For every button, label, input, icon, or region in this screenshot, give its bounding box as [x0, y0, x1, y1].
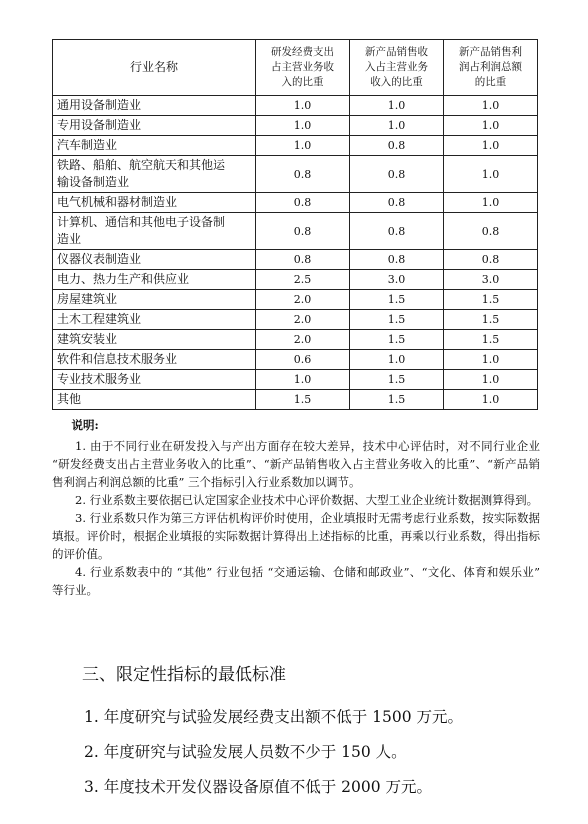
industry-name: 专业技术服务业 — [57, 372, 142, 386]
rd-ratio-cell: 1.0 — [256, 96, 350, 116]
profit-ratio-cell: 0.8 — [444, 250, 538, 270]
revenue-ratio-cell: 1.5 — [350, 330, 444, 350]
table-row — [53, 290, 538, 310]
industry-name-cell — [53, 270, 256, 290]
rd-ratio-cell: 0.8 — [256, 193, 350, 213]
rd-ratio-cell: 0.6 — [256, 350, 350, 370]
industry-name: 土木工程建筑业 — [57, 312, 142, 326]
industry-name-cell — [53, 116, 256, 136]
requirement-item: 3. 年度技术开发仪器设备原值不低于 2000 万元。 — [84, 778, 433, 796]
table-row — [53, 96, 538, 116]
revenue-ratio-cell: 0.8 — [350, 193, 444, 213]
rd-ratio-cell: 1.0 — [256, 136, 350, 156]
requirement-item: 2. 年度研究与试验发展人员数不少于 150 人。 — [84, 743, 407, 761]
industry-coefficient-table — [52, 39, 538, 410]
note-item: 3. 行业系数只作为第三方评估机构评价时使用，企业填报时无需考虑行业系数，按实际数据填报。评价时，根据企业填报的实际数据计算得出上述指标的比重，再乘以行业系数，得出指标的评价值。 — [52, 511, 540, 561]
industry-name-cell — [53, 330, 256, 350]
rd-ratio-cell: 1.5 — [256, 390, 350, 410]
revenue-ratio-cell: 0.8 — [350, 213, 444, 250]
table-row — [53, 250, 538, 270]
revenue-ratio-cell: 0.8 — [350, 156, 444, 193]
industry-name-cell — [53, 250, 256, 270]
revenue-ratio-cell: 0.8 — [350, 250, 444, 270]
industry-name: 电气机械和器材制造业 — [57, 195, 178, 209]
industry-name: 房屋建筑业 — [57, 292, 118, 306]
header-line: 润占利润总额 — [459, 61, 522, 73]
table-row — [53, 136, 538, 156]
header-line: 的比重 — [474, 76, 507, 88]
requirement-item: 1. 年度研究与试验发展经费支出额不低于 1500 万元。 — [84, 708, 464, 726]
industry-name-cell — [53, 193, 256, 213]
revenue-ratio-cell: 1.5 — [350, 310, 444, 330]
table-header-row — [53, 40, 538, 96]
profit-ratio-cell: 1.0 — [444, 193, 538, 213]
profit-ratio-cell: 3.0 — [444, 270, 538, 290]
rd-ratio-cell: 1.0 — [256, 116, 350, 136]
revenue-ratio-cell: 1.0 — [350, 96, 444, 116]
revenue-ratio-cell: 1.0 — [350, 116, 444, 136]
profit-ratio-cell: 1.0 — [444, 96, 538, 116]
revenue-ratio-cell: 3.0 — [350, 270, 444, 290]
table-row — [53, 156, 538, 193]
table-row — [53, 193, 538, 213]
industry-name-cell — [53, 370, 256, 390]
table-row — [53, 310, 538, 330]
note-item: 1. 由于不同行业在研发投入与产出方面存在较大差异，技术中心评估时，对不同行业企业 “研发经费支出占主营业务收入的比重”、“新产品销售收入占主营业务收入的比重”、“新产品销售利润占利润总额的比重” 三个指标引入行业系数加以调节。 — [52, 439, 540, 489]
note-item: 4. 行业系数表中的 “其他” 行业包括 “交通运输、仓储和邮政业”、“文化、体育和娱乐业” 等行业。 — [52, 565, 540, 597]
header-new-product-profit-ratio — [444, 40, 538, 96]
table-row — [53, 270, 538, 290]
revenue-ratio-cell: 1.5 — [350, 290, 444, 310]
profit-ratio-cell: 1.5 — [444, 310, 538, 330]
profit-ratio-cell: 1.0 — [444, 370, 538, 390]
revenue-ratio-cell: 1.0 — [350, 350, 444, 370]
header-line: 入占主营业务 — [365, 61, 428, 73]
header-industry-name — [53, 40, 256, 96]
industry-name: 铁路、船舶、航空航天和其他运 — [57, 158, 226, 172]
table-row — [53, 330, 538, 350]
header-line: 行业名称 — [129, 60, 178, 74]
note-item: 2. 行业系数主要依据已认定国家企业技术中心评价数据、大型工业企业统计数据测算得到。 — [75, 493, 539, 507]
industry-name: 软件和信息技术服务业 — [57, 352, 178, 366]
profit-ratio-cell: 1.0 — [444, 350, 538, 370]
rd-ratio-cell: 2.0 — [256, 310, 350, 330]
header-line: 新产品销售收 — [365, 46, 428, 58]
profit-ratio-cell: 1.5 — [444, 290, 538, 310]
revenue-ratio-cell: 1.5 — [350, 390, 444, 410]
header-line: 研发经费支出 — [271, 46, 334, 58]
industry-name: 计算机、通信和其他电子设备制 — [57, 215, 226, 229]
industry-name-cell — [53, 96, 256, 116]
industry-name-cell — [53, 136, 256, 156]
rd-ratio-cell: 1.0 — [256, 370, 350, 390]
industry-name: 通用设备制造业 — [57, 98, 142, 112]
header-rd-expense-ratio — [256, 40, 350, 96]
industry-name: 造业 — [57, 232, 82, 246]
table-row — [53, 116, 538, 136]
industry-name: 输设备制造业 — [57, 175, 130, 189]
section-title: 三、限定性指标的最低标准 — [82, 665, 286, 685]
profit-ratio-cell: 0.8 — [444, 213, 538, 250]
revenue-ratio-cell: 0.8 — [350, 136, 444, 156]
rd-ratio-cell: 0.8 — [256, 213, 350, 250]
profit-ratio-cell: 1.0 — [444, 156, 538, 193]
header-line: 入的比重 — [281, 76, 324, 88]
profit-ratio-cell: 1.5 — [444, 330, 538, 350]
industry-name-cell — [53, 156, 256, 193]
industry-name: 专用设备制造业 — [57, 118, 142, 132]
notes-label: 说明: — [71, 418, 99, 432]
table-row — [53, 350, 538, 370]
revenue-ratio-cell: 1.5 — [350, 370, 444, 390]
header-line: 收入的比重 — [370, 76, 423, 88]
notes-section — [52, 416, 540, 599]
table-row — [53, 390, 538, 410]
table-row — [53, 370, 538, 390]
industry-name-cell — [53, 213, 256, 250]
industry-name-cell — [53, 350, 256, 370]
rd-ratio-cell: 0.8 — [256, 250, 350, 270]
table-row — [53, 213, 538, 250]
rd-ratio-cell: 2.0 — [256, 290, 350, 310]
header-line: 新产品销售利 — [459, 46, 522, 58]
industry-name: 其他 — [57, 392, 82, 406]
header-line: 占主营业务收 — [271, 61, 334, 73]
profit-ratio-cell: 1.0 — [444, 136, 538, 156]
profit-ratio-cell: 1.0 — [444, 116, 538, 136]
industry-name-cell — [53, 390, 256, 410]
industry-name: 汽车制造业 — [57, 138, 118, 152]
industry-name: 电力、热力生产和供应业 — [57, 272, 190, 286]
industry-name-cell — [53, 290, 256, 310]
rd-ratio-cell: 2.5 — [256, 270, 350, 290]
industry-name: 仪器仪表制造业 — [57, 252, 142, 266]
rd-ratio-cell: 2.0 — [256, 330, 350, 350]
profit-ratio-cell: 1.0 — [444, 390, 538, 410]
industry-name-cell — [53, 310, 256, 330]
rd-ratio-cell: 0.8 — [256, 156, 350, 193]
industry-name: 建筑安装业 — [57, 332, 118, 346]
header-new-product-revenue-ratio — [350, 40, 444, 96]
